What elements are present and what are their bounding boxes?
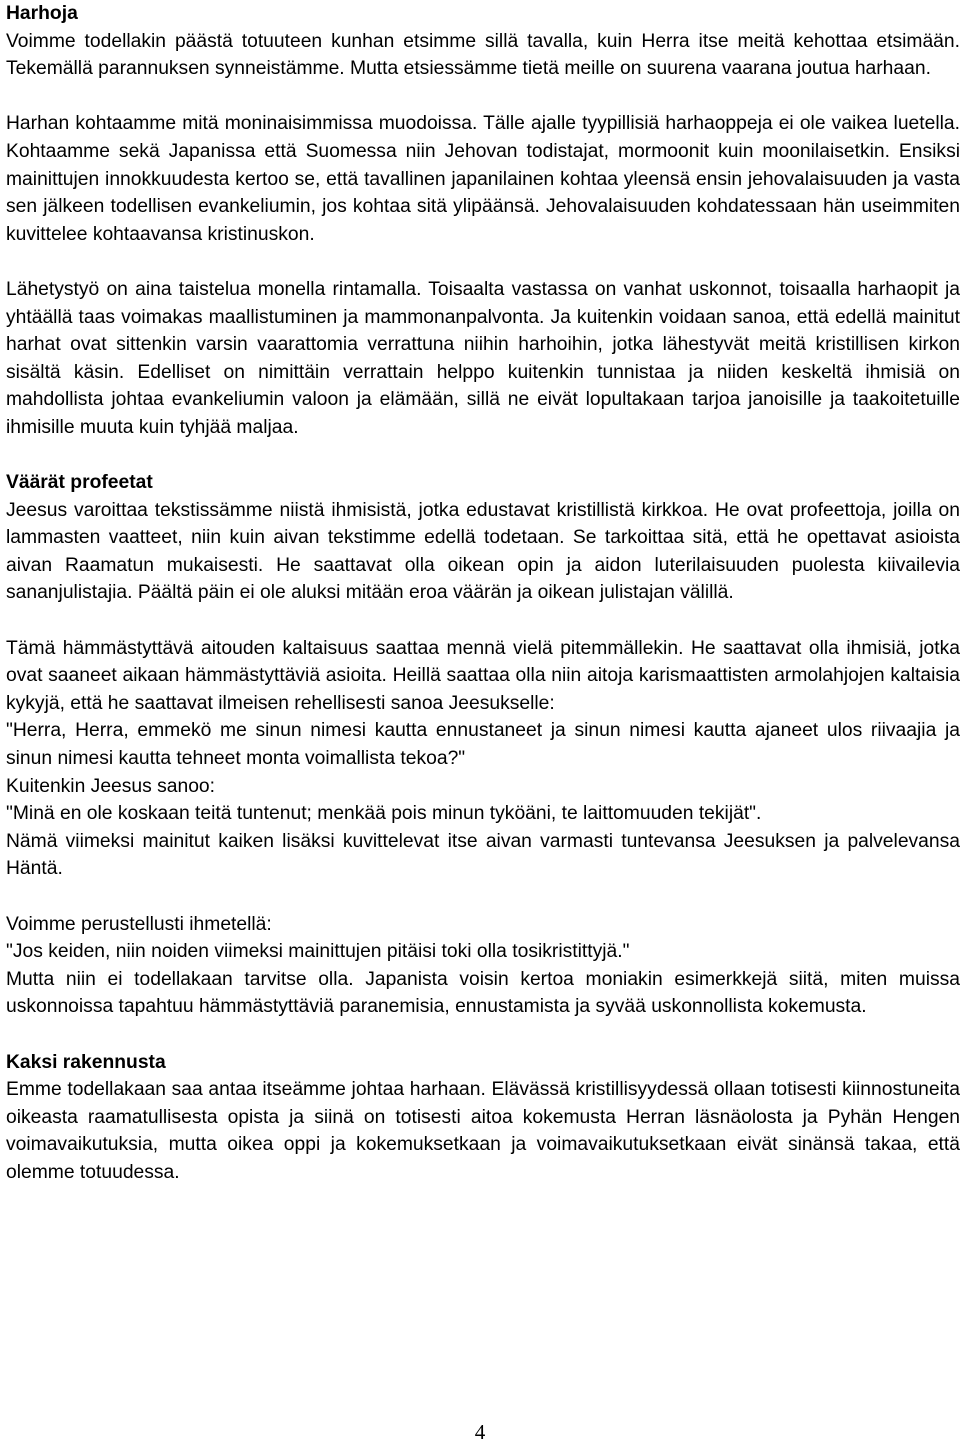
section-vaarat-profeetat: [6, 469, 960, 1021]
paragraph: Voimme perustellusti ihmetellä: "Jos keiden, niin noiden viimeksi mainittujen pitäisi toki olla tosikristittyjä." Mutta niin ei todellakaan tarvitse olla. Japanista voisin kertoa moniakin esimerkkejä siitä, miten muissa uskonnoissa tapahtuu hämmästyttäviä paranemisia, ennustamista ja syvää uskonnollista kokemusta.: [6, 913, 960, 1018]
paragraph: Lähetystyö on aina taistelua monella rintamalla. Toisaalta vastassa on vanhat uskonnot, toisaalla harhaopit ja yhtäällä taas voimakas maallistuminen ja mammonanpalvonta. Ja kuitenkin voidaan sanoa, että edellä mainitut harhat ovat sittenkin varsin vaarattomia verrattuna niihin harhoihin, jotka lähestyvät meitä kristillisen kirkon sisältä käsin. Edelliset on nimittäin verrattain helppo kuitenkin tunnistaa ja niiden keskeltä ihmisiä on mahdollista johtaa evankeliumin valoon ja elämään, sillä ne eivät lopultakaan tarjoa janoisille ja taakoitetuille ihmisille muuta kuin tyhjää maljaa.: [6, 278, 960, 438]
paragraph-gap: [6, 883, 960, 911]
paragraph: Emme todellakaan saa antaa itseämme johtaa harhaan. Elävässä kristillisyydessä ollaan totisesti kiinnostuneita oikeasta raamatullisesta opista ja siinä on totisesti aitoa kokemusta Herran läsnäolosta ja Pyhän Hengen voimavaikutuksia, mutta oikea oppi ja kokemuksetkaan ja voimavaikutuksetkaan eivät sinänsä takaa, että olemme totuudessa.: [6, 1079, 960, 1183]
paragraph: Tämä hämmästyttävä aitouden kaltaisuus saattaa mennä vielä pitemmällekin. He saattavat olla ihmisiä, jotka ovat saaneet aikaan hämmästyttäviä asioita. Heillä saattaa olla niin aitoja karismaattisten armolahjojen kaltaisia kykyjä, että he saattavat ilmeisen rehellisesti sanoa Jeesukselle: "Herra, Herra, emmekö me sinun nimesi kautta ennustaneet ja sinun nimesi kautta ajaneet ulos riivaajia ja sinun nimesi kautta tehneet monta voimallista tekoa?" Kuitenkin Jeesus sanoo: "Minä en ole koskaan teitä tuntenut; menkää pois minun tyköäni, te laittomuuden tekijät". Nämä viimeksi mainitut kaiken lisäksi kuvittelevat itse aivan varmasti tuntevansa Jeesuksen ja palvelevansa Häntä.: [6, 637, 960, 880]
document-body: [6, 0, 960, 1187]
section-kaksi-rakennusta: [6, 1049, 960, 1187]
paragraph: Voimme todellakin päästä totuuteen kunhan etsimme sillä tavalla, kuin Herra itse meitä kehottaa etsimään. Tekemällä parannuksen synneistämme. Mutta etsiessämme tietä meille on suurena vaarana joutua harhaan.: [6, 30, 960, 80]
section-gap: [6, 1021, 960, 1049]
paragraph-gap: [6, 83, 960, 111]
paragraph-gap: [6, 248, 960, 276]
section-heading: Kaksi rakennusta: [6, 1051, 166, 1073]
paragraph: Harhan kohtaamme mitä moninaisimmissa muodoissa. Tälle ajalle tyypillisiä harhaoppeja ei ole vaikea luetella. Kohtaamme sekä Japanissa että Suomessa niin Jehovan todistajat, mormoonit kuin moonilaisetkin. Ensiksi mainittujen innokkuudesta kertoo se, että tavallinen japanilainen kohtaa yleensä ensin jehovalaisuuden ja vasta sen jälkeen todellisen evankeliumin, jos kohtaa sitä ylipäänsä. Jehovalaisuuden kohdatessaan hän useimmiten kuvittelee kohtaavansa kristinuskon.: [6, 113, 960, 245]
section-heading: Harhoja: [6, 3, 78, 24]
section-gap: [6, 442, 960, 470]
paragraph: Jeesus varoittaa tekstissämme niistä ihmisistä, jotka edustavat kristillistä kirkkoa. He ovat profeettoja, joilla on lammasten vaatteet, niin kuin aivan tekstimme edellä todetaan. Se tarkoittaa sitä, että he opettavat asioista aivan Raamatun mukaisesti. He saattavat olla oikean opin ja aidon luterilaisuuden puolesta kiivailevia sananjulistajia. Päältä päin ei ole aluksi mitään eroa väärän ja oikean julistajan välillä.: [6, 499, 960, 604]
section-heading: Väärät profeetat: [6, 472, 153, 494]
paragraph-gap: [6, 607, 960, 635]
page-number: 4: [474, 1420, 486, 1444]
section-harhoja: [6, 0, 960, 442]
